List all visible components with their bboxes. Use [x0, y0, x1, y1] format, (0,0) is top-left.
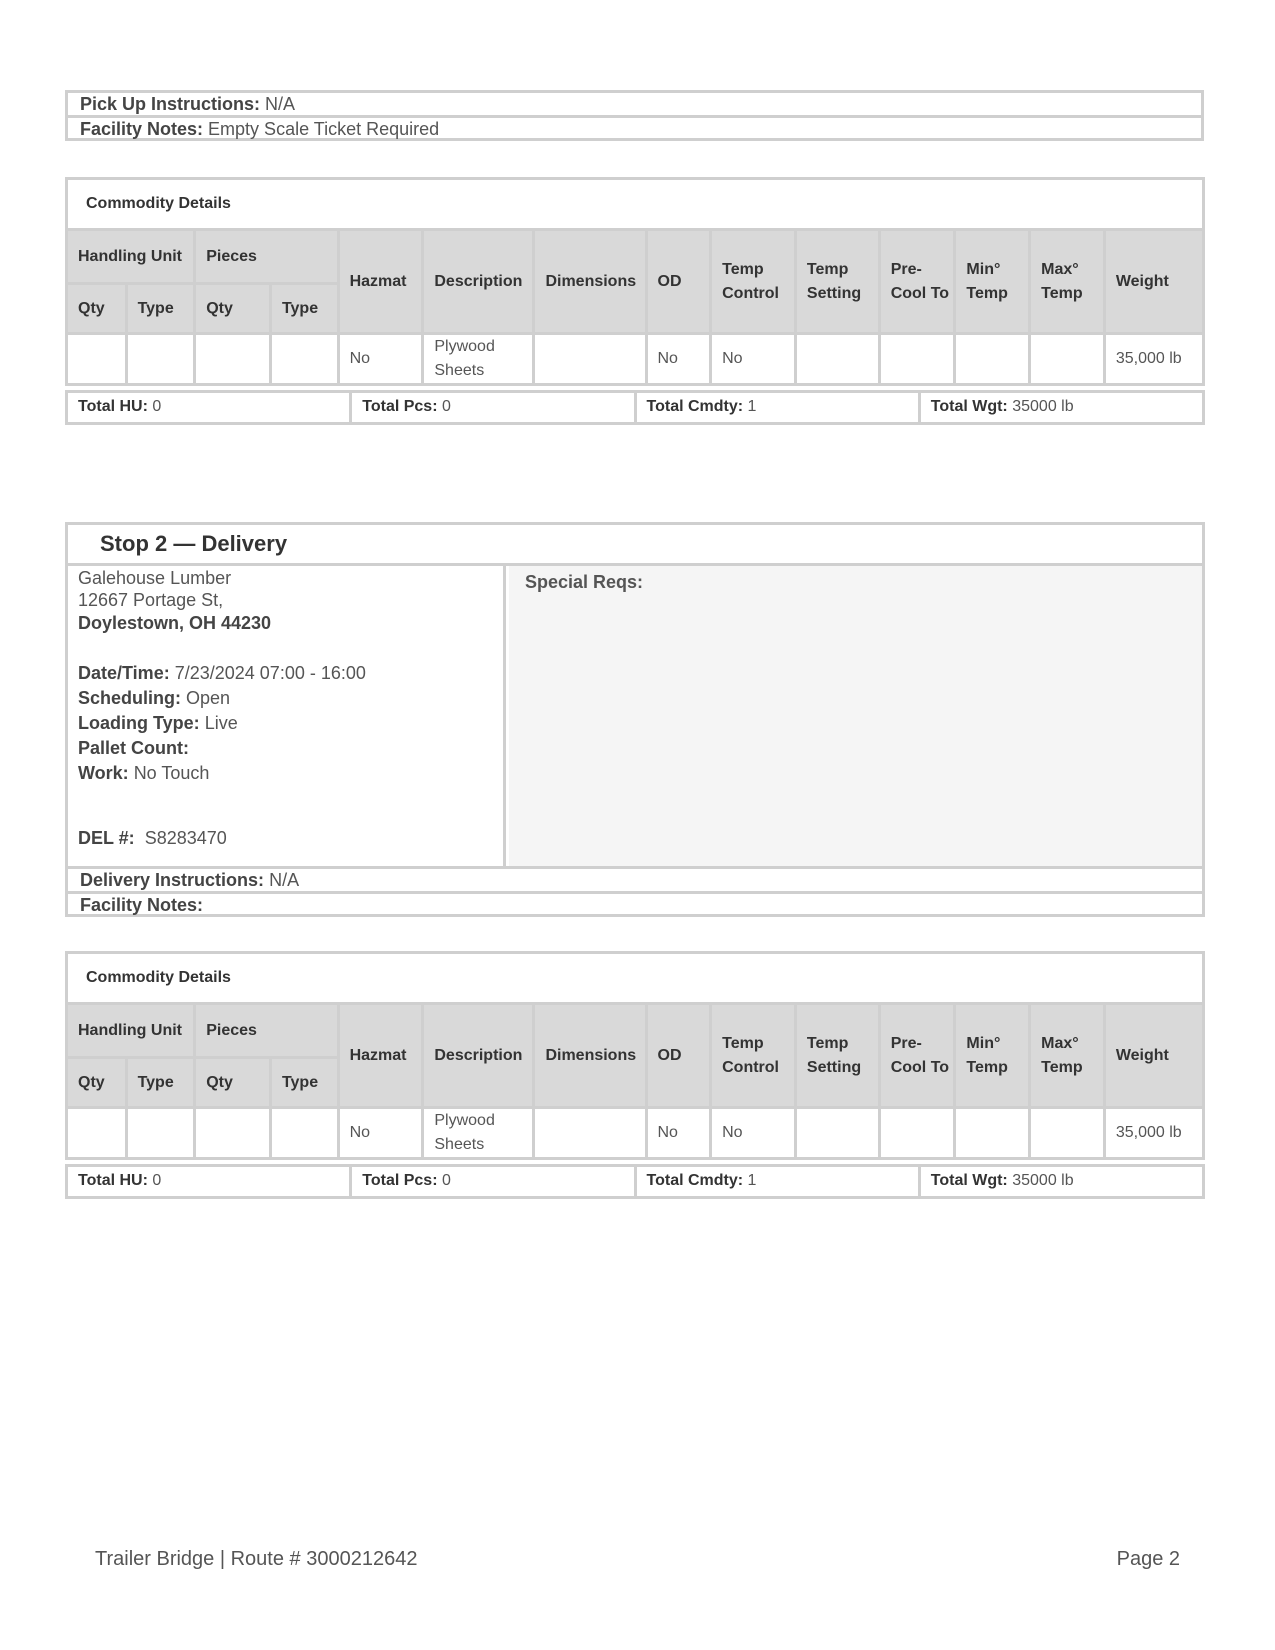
- page-number: Page 2: [1116, 1548, 1180, 1570]
- pc-qty: [195, 334, 271, 385]
- total-wgt: Total Wgt: 35000 lb: [918, 1167, 1202, 1196]
- hazmat-cell: No: [338, 1108, 423, 1159]
- del-number: DEL #: S8283470: [78, 828, 227, 848]
- dimensions-cell: [534, 1108, 646, 1159]
- temp-control-cell: No: [711, 334, 796, 385]
- commodity-title: Commodity Details: [67, 953, 1204, 1004]
- table-row: [67, 1108, 1204, 1159]
- pc-qty-header: Qty: [195, 284, 271, 334]
- stop-title: Stop 2 — Delivery: [68, 525, 1202, 566]
- max-temp-header: Max° Temp: [1030, 230, 1105, 334]
- total-hu: Total HU: 0: [78, 398, 162, 415]
- total-cmdty: Total Cmdty: 1: [634, 1167, 918, 1196]
- dimensions-header: Dimensions: [534, 1004, 646, 1108]
- footer-route: Trailer Bridge | Route # 3000212642: [95, 1548, 418, 1570]
- temp-control-header: Temp Control: [711, 230, 796, 334]
- precool-cell: [879, 334, 955, 385]
- max-temp-cell: [1030, 334, 1105, 385]
- total-pcs: Total Pcs: 0: [349, 393, 633, 422]
- description-header: Description: [423, 1004, 534, 1108]
- hu-type: [126, 334, 195, 385]
- handling-unit-header: Handling Unit: [67, 1004, 195, 1058]
- date-time: Date/Time: 7/23/2024 07:00 - 16:00: [78, 663, 366, 683]
- hu-qty: [67, 1108, 127, 1159]
- weight-cell: 35,000 lb: [1104, 334, 1203, 385]
- weight-cell: 35,000 lb: [1104, 1108, 1203, 1159]
- table-row: [67, 334, 1204, 385]
- od-cell: No: [646, 334, 711, 385]
- hu-type-header: Type: [126, 284, 195, 334]
- work: Work: No Touch: [78, 763, 210, 783]
- max-temp-cell: [1030, 1108, 1105, 1159]
- scheduling: Scheduling: Open: [78, 688, 231, 708]
- city-state-zip: Doylestown, OH 44230: [78, 613, 272, 633]
- hu-qty-header: Qty: [67, 284, 127, 334]
- special-reqs: Special Reqs:: [509, 566, 1202, 866]
- hazmat-cell: No: [338, 334, 423, 385]
- max-temp-header: Max° Temp: [1030, 1004, 1105, 1108]
- delivery-facility-notes: Facility Notes:: [80, 895, 204, 915]
- min-temp-cell: [955, 334, 1030, 385]
- min-temp-header: Min° Temp: [955, 1004, 1030, 1108]
- pieces-header: Pieces: [195, 230, 338, 284]
- temp-setting-cell: [795, 1108, 879, 1159]
- loading-type: Loading Type: Live: [78, 713, 238, 733]
- pc-qty: [195, 1108, 271, 1159]
- hu-type: [126, 1108, 195, 1159]
- commodity-table-1: [65, 177, 1205, 386]
- stop-2-panel: [65, 522, 1205, 917]
- total-cmdty: Total Cmdty: 1: [634, 393, 918, 422]
- commodity-title: Commodity Details: [67, 179, 1204, 230]
- total-wgt: Total Wgt: 35000 lb: [918, 393, 1202, 422]
- pickup-notes: [65, 90, 1204, 141]
- min-temp-header: Min° Temp: [955, 230, 1030, 334]
- hu-qty: [67, 334, 127, 385]
- pieces-header: Pieces: [195, 1004, 338, 1058]
- description-header: Description: [423, 230, 534, 334]
- weight-header: Weight: [1104, 1004, 1203, 1108]
- weight-header: Weight: [1104, 230, 1203, 334]
- dimensions-header: Dimensions: [534, 230, 646, 334]
- pc-type: [270, 1108, 338, 1159]
- od-header: OD: [646, 230, 711, 334]
- hu-type-header: Type: [126, 1058, 195, 1108]
- commodity-totals-1: [65, 390, 1205, 425]
- delivery-instructions: Delivery Instructions: N/A: [80, 870, 300, 890]
- min-temp-cell: [955, 1108, 1030, 1159]
- precool-header: Pre- Cool To: [879, 1004, 955, 1108]
- hazmat-header: Hazmat: [338, 230, 423, 334]
- total-hu: Total HU: 0: [78, 1172, 162, 1189]
- pickup-instructions: Pick Up Instructions: N/A: [80, 94, 296, 114]
- hazmat-header: Hazmat: [338, 1004, 423, 1108]
- handling-unit-header: Handling Unit: [67, 230, 195, 284]
- temp-setting-cell: [795, 334, 879, 385]
- pc-type: [270, 334, 338, 385]
- stop-address-block: [68, 566, 506, 866]
- pc-qty-header: Qty: [195, 1058, 271, 1108]
- facility-name: Galehouse Lumber: [78, 568, 232, 588]
- description-cell: Plywood Sheets: [423, 1108, 534, 1159]
- temp-control-header: Temp Control: [711, 1004, 796, 1108]
- total-pcs: Total Pcs: 0: [349, 1167, 633, 1196]
- description-cell: Plywood Sheets: [423, 334, 534, 385]
- pc-type-header: Type: [270, 1058, 338, 1108]
- temp-setting-header: Temp Setting: [795, 230, 879, 334]
- dimensions-cell: [534, 334, 646, 385]
- commodity-totals-2: [65, 1164, 1205, 1199]
- od-header: OD: [646, 1004, 711, 1108]
- precool-header: Pre- Cool To: [879, 230, 955, 334]
- pc-type-header: Type: [270, 284, 338, 334]
- street-address: 12667 Portage St,: [78, 590, 224, 610]
- pallet-count: Pallet Count:: [78, 738, 189, 758]
- commodity-table-2: [65, 951, 1205, 1160]
- temp-control-cell: No: [711, 1108, 796, 1159]
- pickup-facility-notes: Facility Notes: Empty Scale Ticket Required: [80, 119, 440, 139]
- hu-qty-header: Qty: [67, 1058, 127, 1108]
- temp-setting-header: Temp Setting: [795, 1004, 879, 1108]
- od-cell: No: [646, 1108, 711, 1159]
- precool-cell: [879, 1108, 955, 1159]
